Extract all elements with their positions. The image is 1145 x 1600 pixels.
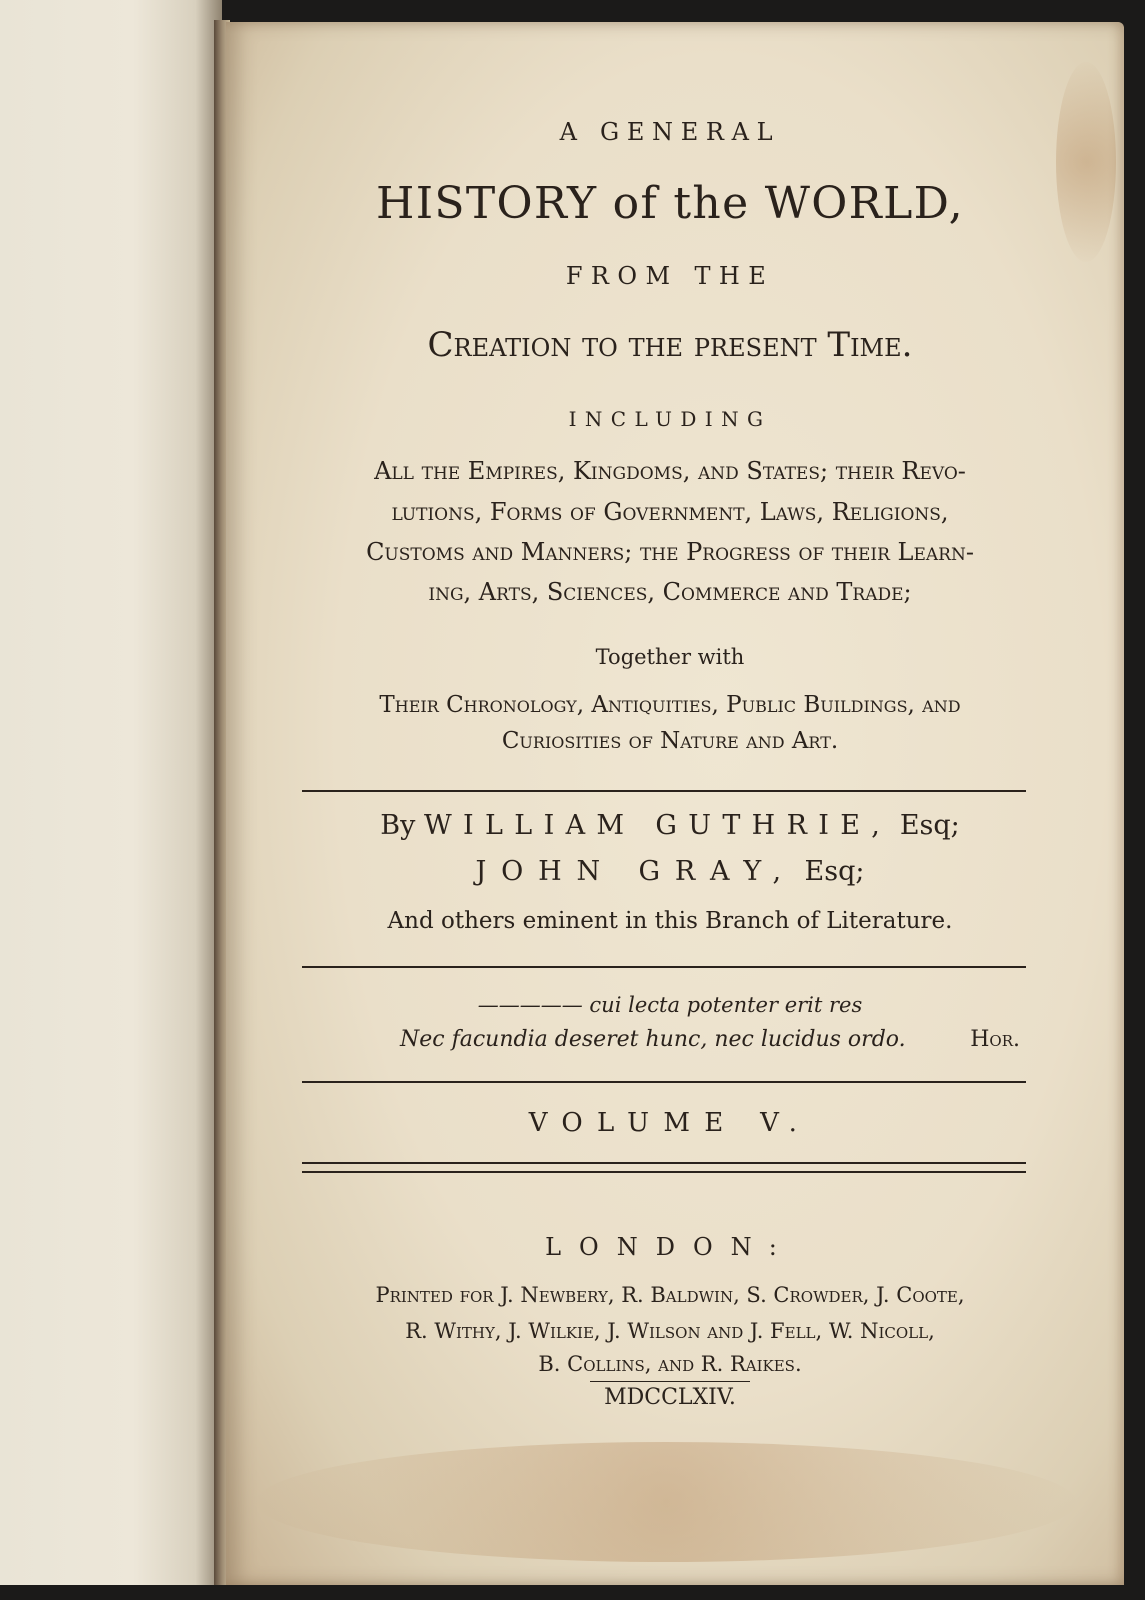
publication-year: MDCCLXIV.	[604, 1385, 736, 1410]
author-suffix: Esq;	[804, 856, 865, 887]
title-creation: Creation to the present Time.	[427, 325, 913, 365]
including-label: INCLUDING	[568, 407, 772, 431]
printers-line-3: B. Collins, and R. Raikes.	[538, 1352, 802, 1376]
together-with: Together with	[595, 645, 745, 669]
epigraph-line-1: ————— cui lecta potenter erit res	[477, 993, 863, 1017]
author-line-2	[290, 856, 1050, 887]
extra-line-1: Their Chronology, Antiquities, Public Buildings, and	[379, 692, 961, 718]
foxing-stain	[1056, 62, 1116, 262]
divider-rule	[302, 1081, 1026, 1083]
double-rule-bottom	[302, 1171, 1026, 1173]
foxing-stain	[256, 1442, 1076, 1562]
epigraph-source: Hor.	[970, 1027, 1020, 1052]
title-from: FROM THE	[565, 262, 775, 290]
description-line-3: Customs and Manners; the Progress of their Learn-	[366, 538, 974, 566]
description-line-2: lutions, Forms of Government, Laws, Religions,	[391, 498, 949, 526]
double-rule-top	[302, 1162, 1026, 1164]
author-others: And others eminent in this Branch of Literature.	[387, 908, 953, 934]
title-line-1: A GENERAL	[559, 118, 781, 146]
extra-line-2: Curiosities of Nature and Art.	[501, 728, 839, 754]
imprint-place: LONDON:	[545, 1233, 795, 1261]
author-name-guthrie: WILLIAM GUTHRIE,	[423, 810, 892, 841]
author-name-gray: JOHN GRAY,	[475, 856, 796, 887]
year-rule	[590, 1381, 750, 1382]
volume-label: VOLUME V.	[528, 1108, 812, 1138]
title-page	[226, 22, 1124, 1585]
author-prefix: By	[380, 810, 416, 841]
divider-rule	[302, 790, 1026, 792]
author-line-1	[290, 810, 1050, 841]
printers-line-1: Printed for J. Newbery, R. Baldwin, S. Crowder, J. Coote,	[375, 1283, 965, 1307]
description-line-4: ing, Arts, Sciences, Commerce and Trade;	[428, 578, 912, 606]
epigraph-line-2: Nec facundia deseret hunc, nec lucidus ordo.	[400, 1027, 906, 1052]
author-suffix: Esq;	[899, 810, 960, 841]
description-line-1: All the Empires, Kingdoms, and States; their Revo-	[374, 457, 966, 485]
printers-line-2: R. Withy, J. Wilkie, J. Wilson and J. Fell, W. Nicoll,	[405, 1319, 935, 1343]
left-blank-page	[0, 0, 222, 1585]
divider-rule	[302, 966, 1026, 968]
book-title: HISTORY of the WORLD,	[376, 178, 964, 229]
